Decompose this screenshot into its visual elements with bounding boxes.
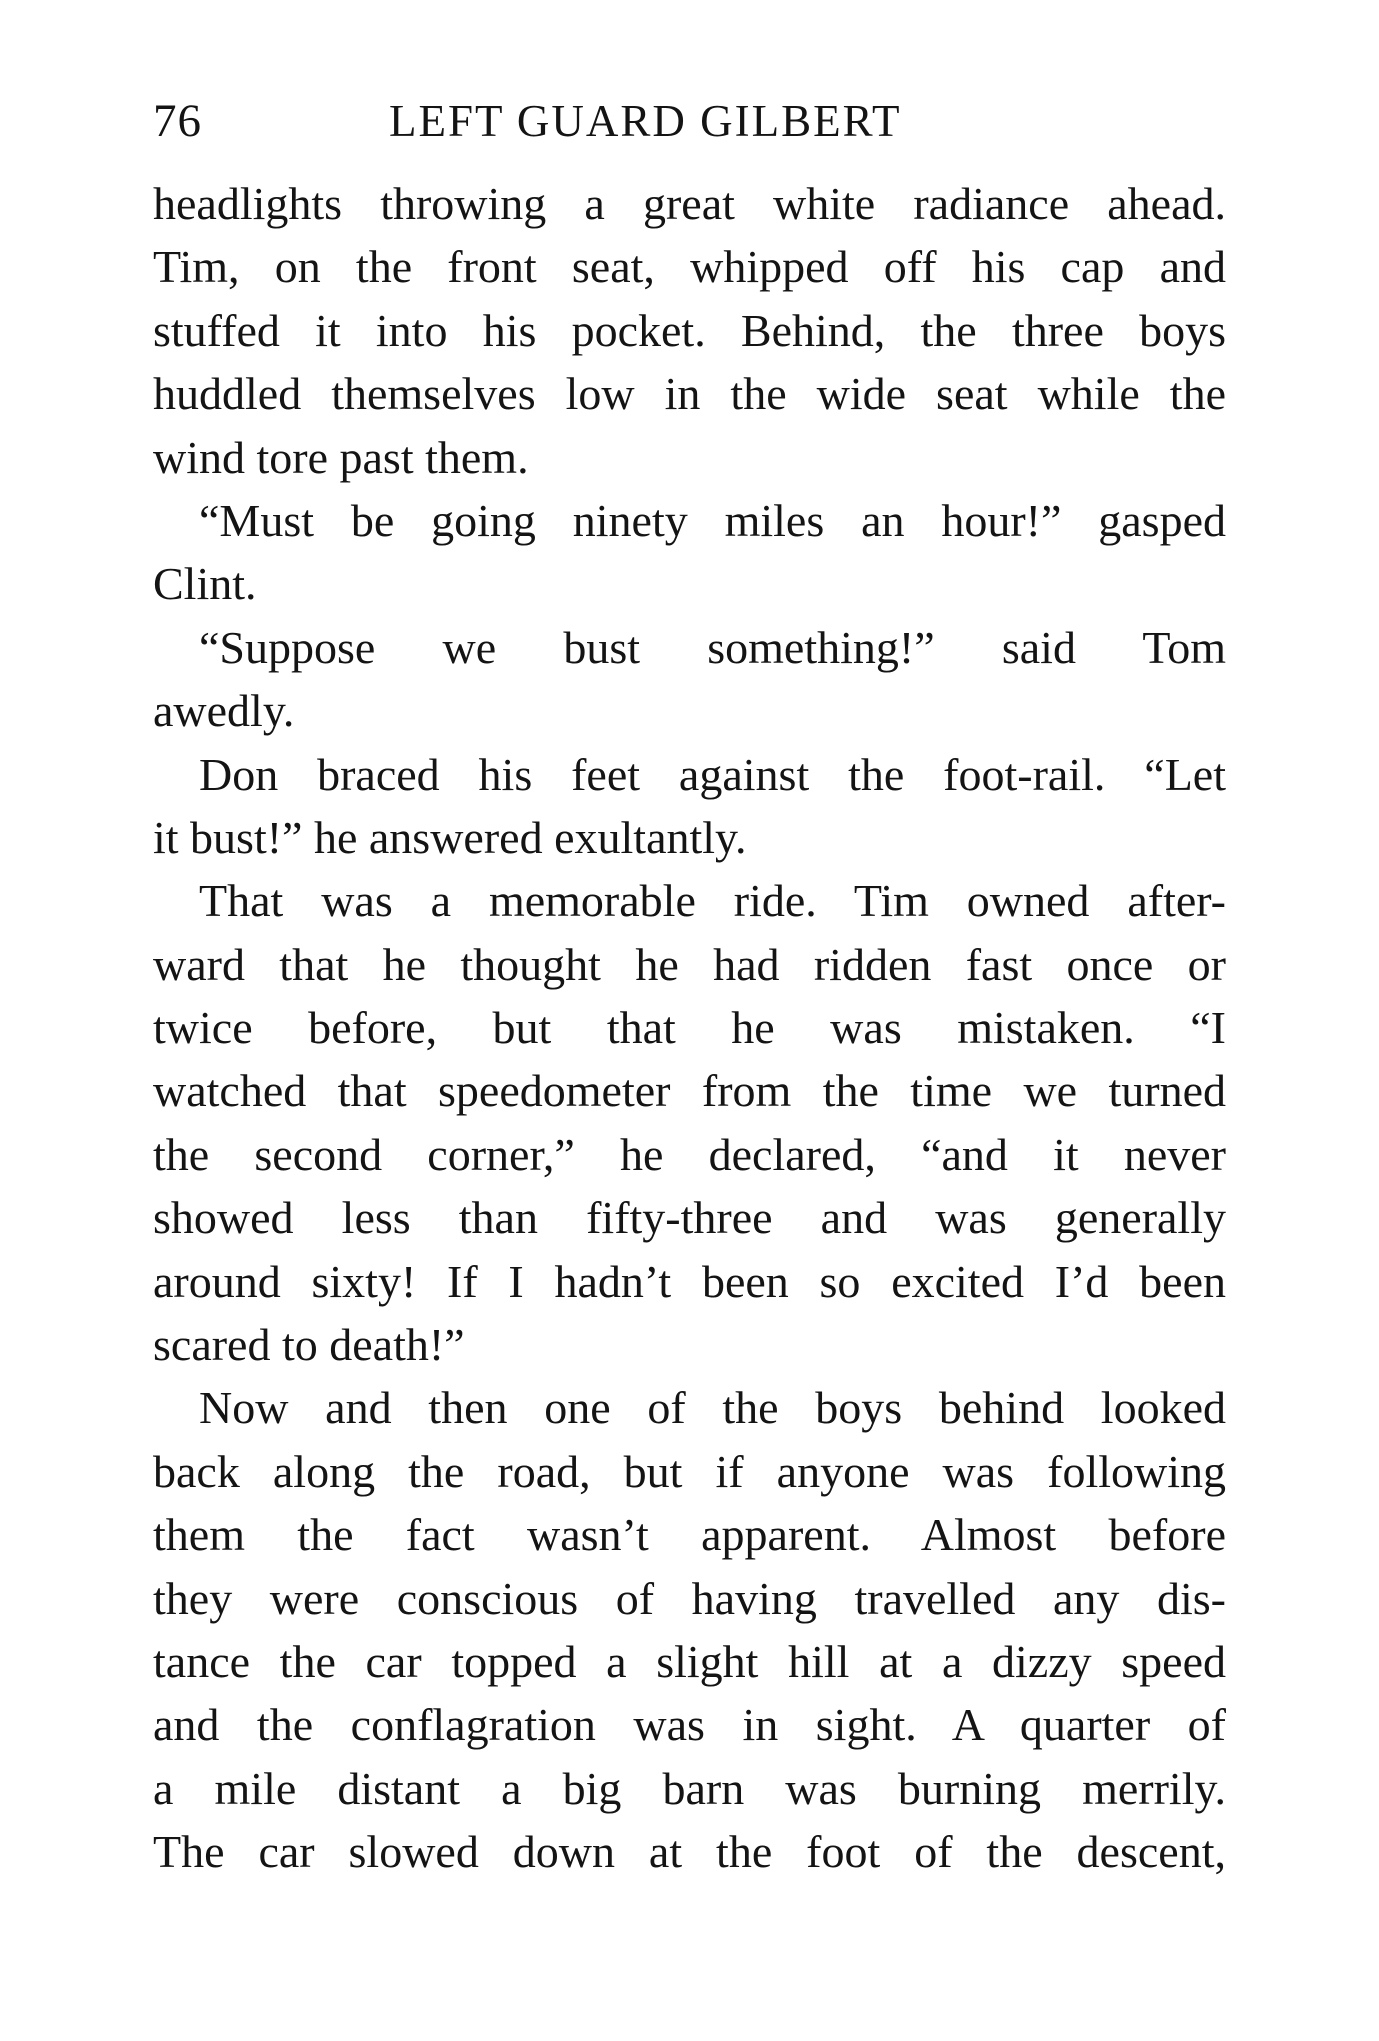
text-line: around sixty! If I hadn’t been so excited I’d been — [153, 1255, 1226, 1307]
page-number: 76 — [153, 95, 202, 147]
body-text — [153, 172, 1226, 1884]
text-line: The car slowed down at the foot of the descent, — [153, 1826, 1226, 1878]
text-line: “Suppose we bust something!” said Tom — [199, 621, 1226, 673]
text-line: tance the car topped a slight hill at a dizzy speed — [153, 1635, 1226, 1687]
text-line: stuffed it into his pocket. Behind, the three boys — [153, 304, 1226, 356]
text-line: it bust!” he answered exultantly. — [153, 811, 747, 863]
text-line: huddled themselves low in the wide seat while the — [153, 368, 1226, 420]
text-line: ward that he thought he had ridden fast once or — [153, 938, 1226, 990]
text-line: them the fact wasn’t apparent. Almost before — [153, 1509, 1226, 1561]
page-header — [153, 86, 1226, 156]
text-line: showed less than fifty-three and was generally — [153, 1192, 1226, 1244]
text-line: and the conflagration was in sight. A quarter of — [153, 1699, 1226, 1751]
text-line: That was a memorable ride. Tim owned after- — [199, 875, 1226, 927]
text-line: Tim, on the front seat, whipped off his cap and — [153, 241, 1226, 293]
text-line: watched that speedometer from the time we turned — [153, 1065, 1226, 1117]
text-line: headlights throwing a great white radiance ahead. — [153, 178, 1226, 229]
text-line: Don braced his feet against the foot-rail. “Let — [199, 748, 1226, 800]
text-line: back along the road, but if anyone was following — [153, 1445, 1226, 1497]
text-line: the second corner,” he declared, “and it never — [153, 1128, 1226, 1180]
text-line: “Must be going ninety miles an hour!” gasped — [199, 494, 1226, 546]
text-line: they were conscious of having travelled any dis- — [153, 1572, 1226, 1624]
text-line: Now and then one of the boys behind looked — [199, 1382, 1226, 1434]
text-line: scared to death!” — [153, 1319, 465, 1371]
text-line: a mile distant a big barn was burning merrily. — [153, 1762, 1226, 1814]
running-title: LEFT GUARD GILBERT — [389, 96, 902, 146]
text-line: Clint. — [153, 558, 257, 610]
text-line: twice before, but that he was mistaken. “I — [153, 1002, 1226, 1054]
text-line: wind tore past them. — [153, 431, 529, 483]
text-line: awedly. — [153, 685, 295, 737]
